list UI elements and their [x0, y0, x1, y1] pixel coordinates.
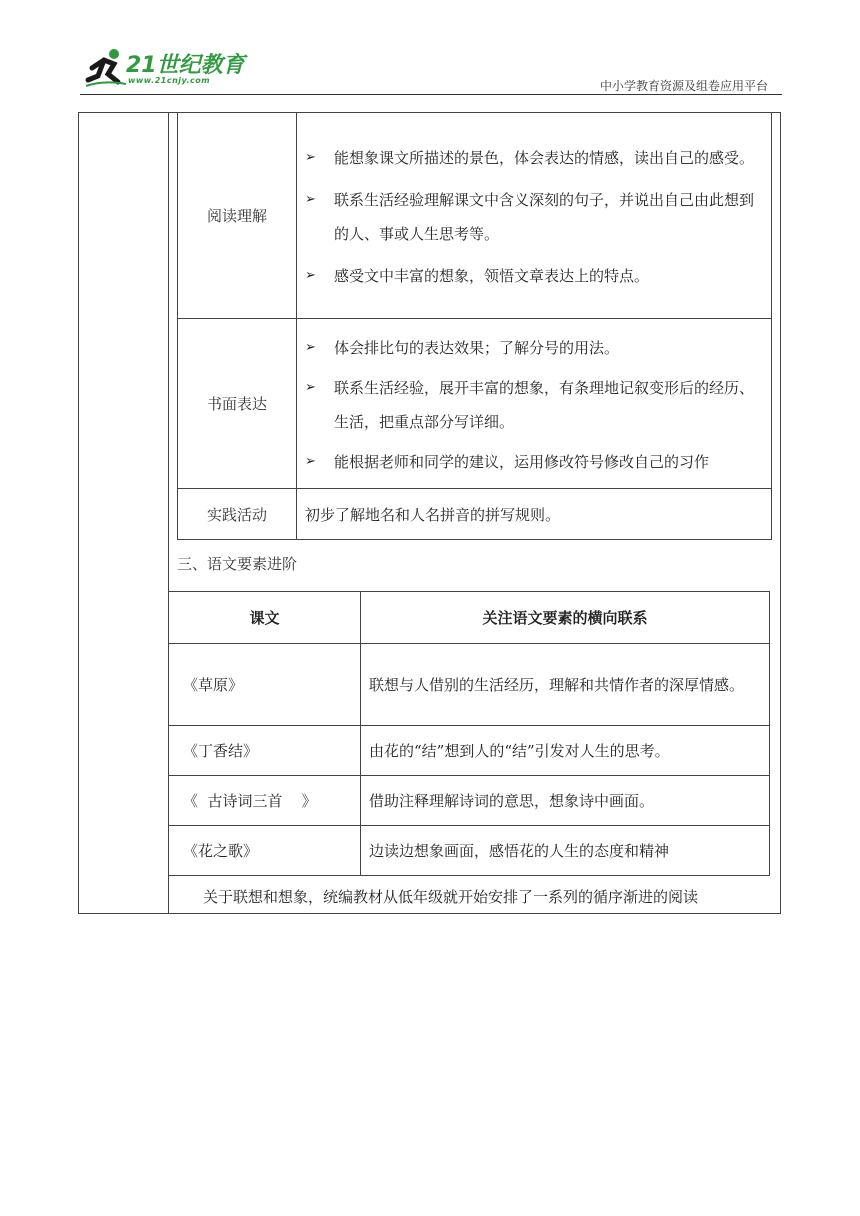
lesson-connection: 由花的“结”想到人的“结”引发对人生的思考。: [361, 726, 770, 776]
table-row: [169, 726, 770, 776]
arrow-bullet-icon: ➢: [305, 267, 316, 283]
goal-item: ➢ 联系生活经验，展开丰富的想象，有条理地记叙变形后的经历、生活，把重点部分写详细。: [297, 371, 771, 439]
lesson-connection: 边读边想象画面，感悟花的人生的态度和精神: [361, 826, 770, 876]
goal-item: ➢ 感受文中丰富的想象，领悟文章表达上的特点。: [297, 259, 771, 293]
header-text: 课文: [169, 592, 361, 644]
section-title: 三、语文要素进阶: [177, 555, 298, 573]
goals-row-practice: [178, 489, 772, 540]
table-row: [169, 644, 770, 726]
header-divider: [80, 94, 782, 95]
table-header-row: [169, 592, 770, 644]
arrow-bullet-icon: ➢: [305, 339, 316, 355]
goals-table: [177, 112, 772, 540]
goal-item: ➢ 能想象课文所描述的景色，体会表达的情感，读出自己的感受。: [297, 141, 771, 175]
lesson-title: 《草原》: [169, 644, 361, 726]
goal-item: ➢ 能根据老师和同学的建议，运用修改符号修改自己的习作: [297, 445, 771, 479]
closing-paragraph: 关于联想和想象，统编教材从低年级就开始安排了一系列的循序渐进的阅读: [203, 888, 699, 906]
goals-items: [297, 113, 772, 319]
arrow-bullet-icon: ➢: [305, 379, 316, 395]
goals-items: [297, 319, 772, 489]
lesson-title: 《花之歌》: [169, 826, 361, 876]
logo-text: 21世纪教育: [126, 53, 245, 78]
lesson-connection: 联想与人借别的生活经历，理解和共情作者的深厚情感。: [361, 644, 770, 726]
lesson-title: 《丁香结》: [169, 726, 361, 776]
table-row: [169, 776, 770, 826]
header-connection: 关注语文要素的横向联系: [361, 592, 770, 644]
arrow-bullet-icon: ➢: [305, 191, 316, 207]
goals-row-writing: [178, 319, 772, 489]
goal-item: ➢ 联系生活经验理解课文中含义深刻的句子，并说出自己由此想到的人、事或人生思考等。: [297, 183, 771, 251]
logo-url: www.21cnjy.com: [128, 76, 211, 85]
platform-name: 中小学教育资源及组卷应用平台: [599, 79, 768, 93]
table-row: [169, 826, 770, 876]
arrow-bullet-icon: ➢: [305, 149, 316, 165]
practice-text: 初步了解地名和人名拼音的拼写规则。: [297, 489, 772, 540]
arrow-bullet-icon: ➢: [305, 453, 316, 469]
site-logo: [84, 46, 254, 96]
elements-table: [168, 591, 770, 876]
runner-logo-icon: [84, 46, 128, 90]
goal-item: ➢ 体会排比句的表达效果；了解分号的用法。: [297, 331, 771, 365]
lesson-title: 《 古诗词三首 》: [169, 776, 361, 826]
goals-row-reading: [178, 113, 772, 319]
category-label: 阅读理解: [178, 113, 297, 319]
lesson-connection: 借助注释理解诗词的意思，想象诗中画面。: [361, 776, 770, 826]
category-label: 书面表达: [178, 319, 297, 489]
category-label: 实践活动: [178, 489, 297, 540]
